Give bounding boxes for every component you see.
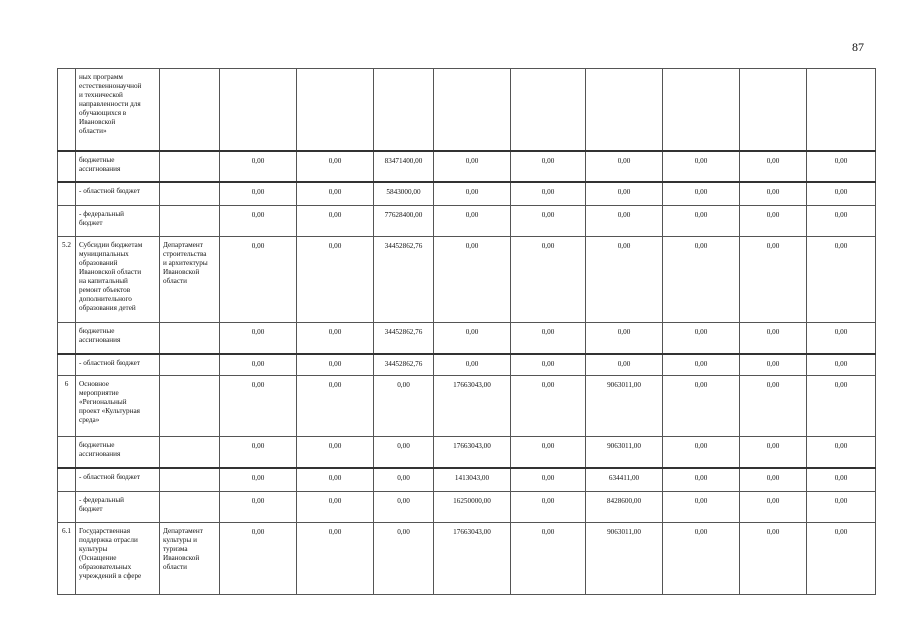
table-row <box>58 437 876 468</box>
value-cell: 0,00 <box>434 237 511 323</box>
value-cell: 34452862,76 <box>374 323 434 354</box>
value-cell: 0,00 <box>434 182 511 206</box>
table-row <box>58 323 876 354</box>
value-cell: 0,00 <box>663 182 740 206</box>
row-name-cell: - федеральный бюджет <box>76 492 160 523</box>
value-cell <box>807 69 876 151</box>
value-cell: 0,00 <box>434 151 511 182</box>
table-row <box>58 492 876 523</box>
value-cell: 0,00 <box>374 523 434 595</box>
value-cell: 0,00 <box>511 376 586 437</box>
value-cell: 1413043,00 <box>434 468 511 492</box>
value-cell: 0,00 <box>434 323 511 354</box>
value-cell: 17663043,00 <box>434 437 511 468</box>
value-cell: 0,00 <box>740 376 807 437</box>
row-number-cell: 6.1 <box>58 523 76 595</box>
value-cell: 0,00 <box>374 376 434 437</box>
value-cell: 0,00 <box>663 354 740 376</box>
value-cell: 0,00 <box>740 206 807 237</box>
value-cell: 0,00 <box>511 492 586 523</box>
value-cell: 17663043,00 <box>434 376 511 437</box>
value-cell: 0,00 <box>740 437 807 468</box>
value-cell: 0,00 <box>297 151 374 182</box>
value-cell: 0,00 <box>511 237 586 323</box>
value-cell: 0,00 <box>807 468 876 492</box>
row-number-cell <box>58 323 76 354</box>
value-cell: 0,00 <box>511 323 586 354</box>
value-cell: 9063011,00 <box>586 523 663 595</box>
table-row <box>58 523 876 595</box>
value-cell: 0,00 <box>511 182 586 206</box>
value-cell: 0,00 <box>586 354 663 376</box>
value-cell: 0,00 <box>740 237 807 323</box>
table-row <box>58 206 876 237</box>
value-cell: 0,00 <box>220 437 297 468</box>
value-cell: 0,00 <box>434 206 511 237</box>
row-name-cell: бюджетные ассигнования <box>76 151 160 182</box>
executor-cell: Департамент культуры и туризма Ивановской области <box>160 523 220 595</box>
value-cell: 0,00 <box>586 206 663 237</box>
row-number-cell <box>58 69 76 151</box>
value-cell: 0,00 <box>663 468 740 492</box>
value-cell: 0,00 <box>220 182 297 206</box>
value-cell: 0,00 <box>220 354 297 376</box>
value-cell <box>374 69 434 151</box>
value-cell: 0,00 <box>586 323 663 354</box>
value-cell: 0,00 <box>663 323 740 354</box>
executor-cell <box>160 151 220 182</box>
row-number-cell <box>58 492 76 523</box>
value-cell: 0,00 <box>297 182 374 206</box>
value-cell: 0,00 <box>220 492 297 523</box>
executor-cell <box>160 206 220 237</box>
value-cell: 0,00 <box>740 492 807 523</box>
value-cell: 0,00 <box>807 323 876 354</box>
value-cell: 0,00 <box>740 354 807 376</box>
row-number-cell <box>58 437 76 468</box>
value-cell: 0,00 <box>663 492 740 523</box>
value-cell: 0,00 <box>740 323 807 354</box>
value-cell <box>663 69 740 151</box>
value-cell <box>586 69 663 151</box>
value-cell: 0,00 <box>297 376 374 437</box>
executor-cell <box>160 323 220 354</box>
executor-cell <box>160 376 220 437</box>
row-name-cell: - федеральный бюджет <box>76 206 160 237</box>
value-cell: 0,00 <box>511 354 586 376</box>
row-name-cell: - областной бюджет <box>76 182 160 206</box>
page-number: 87 <box>852 40 864 54</box>
value-cell: 8428600,00 <box>586 492 663 523</box>
row-number-cell <box>58 151 76 182</box>
row-name-cell: бюджетные ассигнования <box>76 437 160 468</box>
value-cell: 34452862,76 <box>374 354 434 376</box>
value-cell: 0,00 <box>511 468 586 492</box>
value-cell: 0,00 <box>511 151 586 182</box>
value-cell: 0,00 <box>220 237 297 323</box>
value-cell: 0,00 <box>663 523 740 595</box>
value-cell: 16250000,00 <box>434 492 511 523</box>
row-number-cell <box>58 468 76 492</box>
row-number-cell <box>58 182 76 206</box>
executor-cell <box>160 468 220 492</box>
value-cell: 0,00 <box>220 468 297 492</box>
table-row <box>58 69 876 151</box>
value-cell <box>434 69 511 151</box>
value-cell: 0,00 <box>663 376 740 437</box>
value-cell: 0,00 <box>586 237 663 323</box>
value-cell: 0,00 <box>297 237 374 323</box>
value-cell: 0,00 <box>374 468 434 492</box>
row-number-cell: 5.2 <box>58 237 76 323</box>
value-cell: 0,00 <box>807 206 876 237</box>
value-cell: 0,00 <box>740 523 807 595</box>
value-cell: 0,00 <box>374 437 434 468</box>
budget-table <box>57 68 876 595</box>
value-cell: 0,00 <box>297 354 374 376</box>
value-cell: 0,00 <box>511 437 586 468</box>
value-cell: 0,00 <box>807 376 876 437</box>
executor-cell <box>160 354 220 376</box>
executor-cell: Департамент строительства и архитектуры Ивановской области <box>160 237 220 323</box>
row-name-cell: Субсидии бюджетам муниципальных образований Ивановской области на капитальный ремонт объектов дополнительного образования детей <box>76 237 160 323</box>
executor-cell <box>160 492 220 523</box>
executor-cell <box>160 437 220 468</box>
value-cell: 17663043,00 <box>434 523 511 595</box>
value-cell: 9063011,00 <box>586 437 663 468</box>
value-cell: 0,00 <box>220 151 297 182</box>
value-cell: 0,00 <box>663 206 740 237</box>
value-cell: 0,00 <box>586 182 663 206</box>
value-cell: 0,00 <box>663 437 740 468</box>
value-cell: 83471400,00 <box>374 151 434 182</box>
value-cell: 0,00 <box>511 523 586 595</box>
table-row <box>58 237 876 323</box>
value-cell: 0,00 <box>511 206 586 237</box>
value-cell: 0,00 <box>807 523 876 595</box>
row-name-cell: Государственная поддержка отрасли культуры (Оснащение образовательных учреждений в сфере <box>76 523 160 595</box>
value-cell: 77628400,00 <box>374 206 434 237</box>
value-cell: 0,00 <box>740 151 807 182</box>
value-cell <box>511 69 586 151</box>
value-cell: 0,00 <box>374 492 434 523</box>
table-row <box>58 376 876 437</box>
value-cell: 0,00 <box>807 354 876 376</box>
row-name-cell: - областной бюджет <box>76 354 160 376</box>
value-cell: 0,00 <box>807 492 876 523</box>
row-number-cell: 6 <box>58 376 76 437</box>
value-cell: 0,00 <box>297 323 374 354</box>
value-cell: 634411,00 <box>586 468 663 492</box>
value-cell <box>220 69 297 151</box>
value-cell: 9063011,00 <box>586 376 663 437</box>
value-cell: 0,00 <box>807 151 876 182</box>
value-cell: 0,00 <box>807 182 876 206</box>
row-name-cell: бюджетные ассигнования <box>76 323 160 354</box>
row-number-cell <box>58 354 76 376</box>
value-cell: 0,00 <box>220 206 297 237</box>
value-cell: 5843000,00 <box>374 182 434 206</box>
table-row <box>58 182 876 206</box>
value-cell: 0,00 <box>297 206 374 237</box>
table-row <box>58 151 876 182</box>
value-cell: 0,00 <box>663 151 740 182</box>
value-cell: 0,00 <box>220 376 297 437</box>
value-cell: 0,00 <box>220 323 297 354</box>
value-cell: 0,00 <box>740 468 807 492</box>
value-cell: 34452862,76 <box>374 237 434 323</box>
value-cell: 0,00 <box>297 492 374 523</box>
value-cell: 0,00 <box>807 437 876 468</box>
value-cell: 0,00 <box>297 523 374 595</box>
row-number-cell <box>58 206 76 237</box>
table-row <box>58 468 876 492</box>
value-cell: 0,00 <box>586 151 663 182</box>
value-cell: 0,00 <box>220 523 297 595</box>
value-cell <box>297 69 374 151</box>
value-cell: 0,00 <box>663 237 740 323</box>
value-cell: 0,00 <box>434 354 511 376</box>
executor-cell <box>160 69 220 151</box>
row-name-cell: ных программ естественнонаучной и технической направленности для обучающихся в Ивановской области» <box>76 69 160 151</box>
value-cell: 0,00 <box>297 437 374 468</box>
value-cell: 0,00 <box>297 468 374 492</box>
executor-cell <box>160 182 220 206</box>
table-row <box>58 354 876 376</box>
row-name-cell: Основное мероприятие «Региональный проект «Культурная среда» <box>76 376 160 437</box>
value-cell: 0,00 <box>807 237 876 323</box>
value-cell <box>740 69 807 151</box>
row-name-cell: - областной бюджет <box>76 468 160 492</box>
value-cell: 0,00 <box>740 182 807 206</box>
